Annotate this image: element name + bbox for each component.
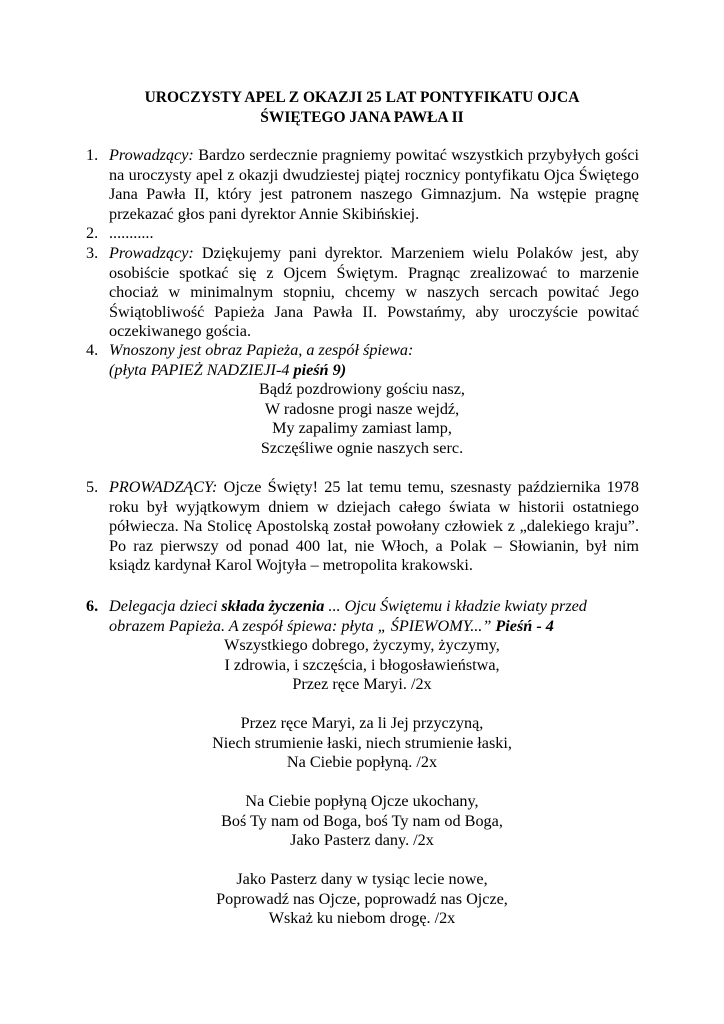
item-6-verse-line: Przez ręce Maryi. /2x	[292, 675, 432, 693]
item-2-text: ...........	[109, 224, 154, 242]
item-6-verse-line: Wskaż ku niebom drogę. /2x	[268, 909, 456, 927]
item-1-paragraph	[109, 146, 639, 224]
item-3-speaker: Prowadzący:	[109, 244, 194, 262]
item-6-verse-line: Na Ciebie popłyną Ojcze ukochany,	[245, 792, 479, 810]
item-6-verse-line: Poprowadź nas Ojcze, poprowadź nas Ojcze,	[216, 890, 508, 908]
item-6-number: 6.	[86, 597, 99, 615]
item-6-verse-line: Na Ciebie popłyną. /2x	[286, 753, 438, 771]
item-6-verse-line: Wszystkiego dobrego, życzymy, życzymy,	[224, 636, 500, 654]
item-6-song-number: Pieśń - 4	[495, 617, 554, 635]
item-4-verse-line: Szczęśliwe ognie naszych serc.	[260, 439, 464, 457]
item-6-verse-line: Niech strumienie łaski, niech strumienie łaski,	[212, 734, 512, 752]
document-title-line-1: UROCZYSTY APEL Z OKAZJI 25 LAT PONTYFIKATU OJCA	[144, 89, 580, 106]
item-4-song-number: pieśń 9)	[293, 361, 347, 379]
item-6-verse-line: Jako Pasterz dany. /2x	[290, 831, 434, 849]
item-4-verse-line: My zapalimy zamiast lamp,	[272, 419, 452, 437]
item-4-stage-direction: Wnoszony jest obraz Papieża, a zespół śpiewa:	[109, 341, 414, 359]
item-3-text: Dziękujemy pani dyrektor. Marzeniem wielu Polaków jest, aby osobiście spotkać się z Ojcem Świętym. Pragnąc zrealizować to marzenie chociaż w minimalnym stopniu, chcemy w naszych sercach powitać Jego Świątobliwość Papieża Jana Pawła II. Powstańmy, aby uroczyście powitać oczekiwanego gościa.	[109, 244, 639, 340]
item-6-verse-line: Przez ręce Maryi, za li Jej przyczyną,	[240, 714, 484, 732]
item-6-verse-line: I zdrowia, i szczęścia, i błogosławieństwa,	[224, 656, 500, 674]
item-1-number: 1.	[86, 146, 99, 164]
item-1-text: Bardzo serdecznie pragniemy powitać wszystkich przybyłych gości na uroczysty apel z okazji dwudziestej piątej rocznicy pontyfikatu Ojca Świętego Jana Pawła II, który jest patronem naszego Gimnazjum. Na wstępie pragnę przekazać głos pani dyrektor Annie Skibińskiej.	[109, 146, 639, 223]
item-3-paragraph	[109, 244, 639, 342]
item-5-paragraph	[109, 478, 639, 576]
item-5-speaker: PROWADZĄCY:	[109, 478, 218, 496]
item-4-verse-line: W radosne progi nasze wejdź,	[264, 400, 460, 418]
item-6-verse-line: Jako Pasterz dany w tysiąc lecie nowe,	[236, 870, 488, 888]
item-4-recording-note	[109, 361, 346, 381]
item-6-recording-prefix: obrazem Papieża. A zespół śpiewa: płyta „ ŚPIEWOMY...”	[109, 617, 496, 635]
item-6-stage-direction	[109, 597, 587, 617]
item-6-verse-line: Boś Ty nam od Boga, boś Ty nam od Boga,	[221, 812, 503, 830]
item-5-number: 5.	[86, 478, 99, 496]
item-3-number: 3.	[86, 244, 99, 262]
item-4-recording-prefix: (płyta PAPIEŻ NADZIEJI-4	[109, 361, 294, 379]
item-5-text: Ojcze Święty! 25 lat temu temu, szesnasty października 1978 roku był wyjątkowym dniem w dziejach całego świata w historii ostatniego półwiecza. Na Stolicę Apostolską został powołany człowiek z „dalekiego kraju”. Po raz pierwszy od ponad 400 lat, nie Włoch, a Polak – Słowianin, był nim ksiądz kardynał Karol Wojtyła – metropolita krakowski.	[109, 478, 639, 574]
item-6-direction-prefix: Delegacja dzieci	[109, 597, 222, 615]
item-6-direction-suffix: ... Ojcu Świętemu i kładzie kwiaty przed	[324, 597, 587, 615]
item-4-verse-line: Bądź pozdrowiony gościu nasz,	[259, 380, 465, 398]
item-1-speaker: Prowadzący:	[109, 146, 194, 164]
item-4-number: 4.	[86, 341, 99, 359]
item-6-recording-note	[109, 617, 554, 637]
document-title-line-2: ŚWIĘTEGO JANA PAWŁA II	[260, 109, 464, 126]
item-2-number: 2.	[86, 224, 99, 242]
item-6-wishes-emphasis: składa życzenia	[221, 597, 325, 615]
